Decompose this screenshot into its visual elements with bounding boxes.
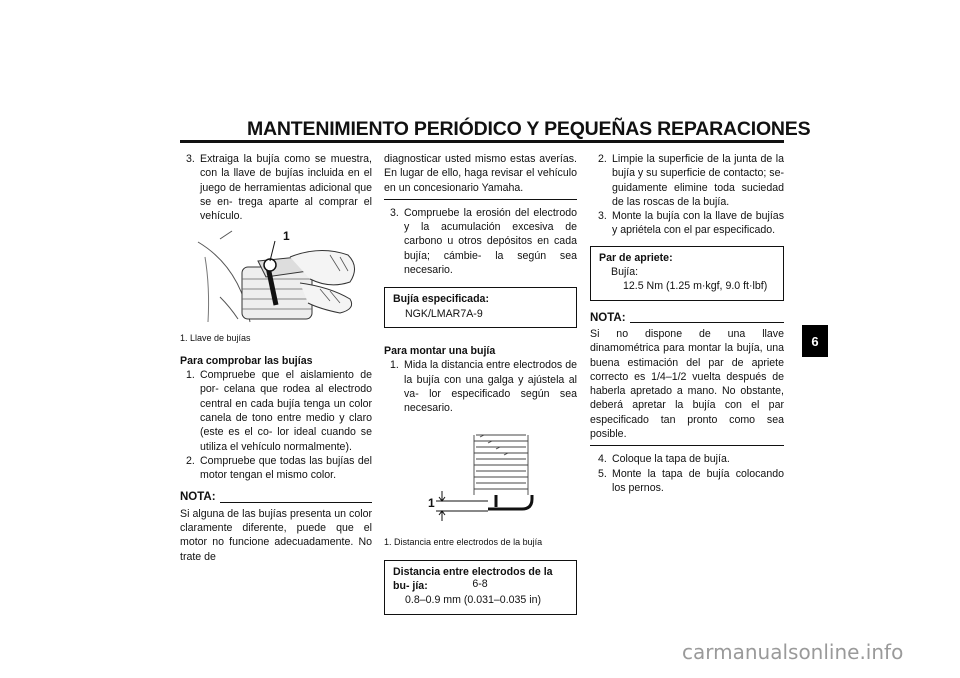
section-heading: Para montar una bujía [384, 344, 496, 357]
step-text: Mida la distancia entre electrodos de la bujía con una galga y ajústela al va- lor especificado según sea necesario. [404, 359, 577, 415]
spec-value: NGK/LMAR7A-9 [405, 307, 483, 320]
nota-rule [630, 322, 784, 323]
step-3-extract [180, 152, 372, 223]
install-step-5 [590, 467, 784, 496]
step-number: 2. [598, 153, 607, 165]
figure-caption: 1. Llave de bujías [180, 333, 251, 344]
step-text: Monte la tapa de bujía colocando los pernos. [612, 467, 784, 494]
nota-label: NOTA: [180, 491, 216, 504]
spec-value: 0.8–0.9 mm (0.031–0.035 in) [405, 594, 542, 607]
spec-title: Par de apriete: [599, 251, 673, 264]
spec-label: Bujía: [611, 266, 639, 279]
nota-header [590, 311, 784, 325]
continued-text: diagnosticar usted mismo estas averías. En lugar de ello, haga revisar el vehículo en un concesionario Yamaha. [384, 153, 577, 194]
figure-caption: 1. Distancia entre electrodos de la bujía [384, 537, 543, 548]
nota-end-rule [384, 199, 577, 200]
page-number: 6-8 [472, 578, 488, 590]
column-1 [180, 152, 372, 564]
step-number: 3. [598, 210, 607, 223]
electrode-gap-figure [384, 421, 577, 531]
install-step-1 [384, 358, 577, 415]
install-step-4 [590, 452, 784, 466]
step-text: Coloque la tapa de bujía. [612, 453, 730, 466]
spec-title: Bujía especificada: [393, 293, 489, 306]
install-step-2 [590, 152, 784, 209]
nota-end-rule [590, 445, 784, 446]
watermark: carmanualsonline.info [682, 640, 904, 664]
spec-value: 12.5 Nm (1.25 m·kgf, 9.0 ft·lbf) [623, 280, 768, 293]
nota-text: Si alguna de las bujías presenta un color claramente diferente, puede que el motor no funcione adecuadamente. No trate de [180, 507, 372, 563]
nota-label: NOTA: [590, 311, 626, 324]
engine-illustration [180, 227, 372, 327]
page-title: MANTENIMIENTO PERIÓDICO Y PEQUEÑAS REPARACIONES [247, 118, 811, 140]
step-number: 2. [186, 454, 195, 467]
spark-plug-wrench-figure [180, 227, 372, 327]
spec-title: Distancia entre electrodos de la bu- jía: [393, 565, 553, 593]
step-text: Limpie la superficie de la junta de la bujía y su superficie de contacto; se- guidamente elimine toda suciedad de las roscas de la bujía. [612, 153, 784, 208]
spark-plug-illustration [384, 421, 577, 531]
torque-spec-box [590, 246, 784, 301]
check-step-3 [384, 206, 577, 277]
step-text: Compruebe la erosión del electrodo y la acumulación excesiva de carbono u otros depósitos en cada bujía; cámbie- la según sea necesario. [404, 206, 577, 277]
column-2 [384, 152, 577, 615]
step-text: Monte la bujía con la llave de bujías y apriétela con el par especificado. [612, 210, 784, 237]
check-step-1 [180, 368, 372, 454]
step-number: 1. [186, 369, 195, 382]
step-number: 3. [186, 153, 195, 165]
step-number: 4. [598, 453, 607, 466]
title-rule [180, 140, 784, 143]
step-text: Compruebe que todas las bujías del motor tengan el mismo color. [200, 454, 372, 482]
step-text: Compruebe que el aislamiento de por- celana que rodea al electrodo central en cada bujía tenga un color canela de tono entre medio y claro (este es el co- lor ideal cuando se utiliza el vehículo normalmente). [200, 369, 372, 453]
nota-header [180, 490, 372, 504]
chapter-tab: 6 [802, 325, 828, 357]
step-number: 3. [390, 206, 399, 219]
install-step-3 [590, 209, 784, 238]
figure-callout: 1 [428, 496, 435, 511]
step-number: 5. [598, 467, 607, 480]
column-3 [590, 152, 784, 495]
nota-text: Si no dispone de una llave dinamométrica para montar la bujía, una buena estimación del par de apriete correcto es 1/4–1/2 vuelta después de haberla apretado a mano. No obstante, deberá apretar la bujía con el par especificado tan pronto como sea posible. [590, 327, 784, 441]
spark-plug-spec-box [384, 287, 577, 328]
nota-rule [220, 502, 372, 503]
step-text: Extraiga la bujía como se muestra, con la llave de bujías incluida en el juego de herramientas adicional que se en- trega aparte al comprar el vehículo. [200, 153, 372, 223]
figure-callout: 1 [283, 229, 290, 244]
section-heading: Para comprobar las bujías [180, 354, 313, 367]
check-step-2 [180, 454, 372, 483]
step-number: 1. [390, 359, 399, 372]
